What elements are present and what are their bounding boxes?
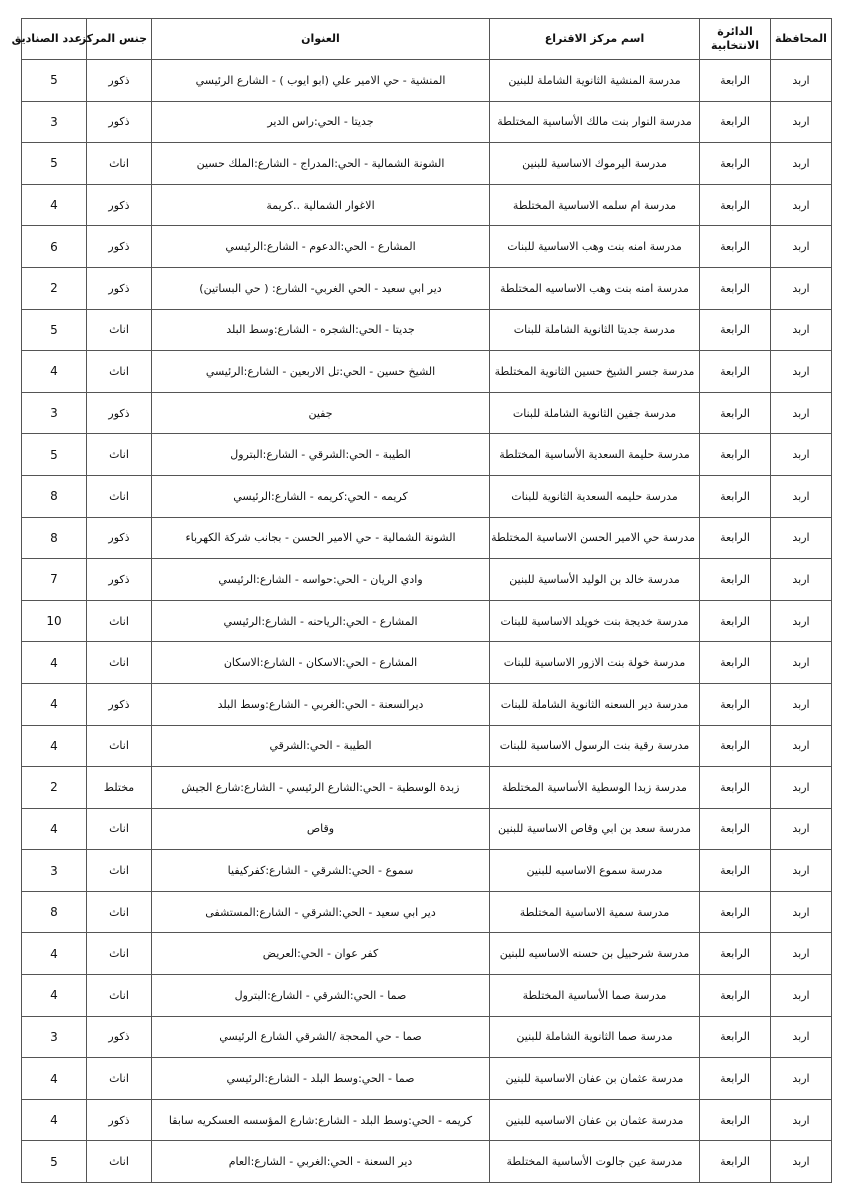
cell-boxes: 8 — [22, 891, 87, 933]
table-row — [22, 101, 832, 143]
cell-district: الرابعة — [700, 60, 771, 102]
cell-gender: اناث — [87, 309, 152, 351]
table-row — [22, 475, 832, 517]
table-row — [22, 184, 832, 226]
cell-address: صما - الحي:وسط البلد - الشارع:الرئيسي — [152, 1058, 490, 1100]
cell-address: الطيبة - الحي:الشرقي - الشارع:البترول — [152, 434, 490, 476]
cell-address: كريمه - الحي:وسط البلد - الشارع:شارع المؤسسه العسكريه سابقا — [152, 1099, 490, 1141]
cell-gender: اناث — [87, 351, 152, 393]
cell-district: الرابعة — [700, 559, 771, 601]
cell-gender: ذكور — [87, 60, 152, 102]
cell-boxes: 5 — [22, 60, 87, 102]
cell-governorate: اربد — [771, 60, 832, 102]
cell-boxes: 5 — [22, 309, 87, 351]
cell-gender: اناث — [87, 143, 152, 185]
table-row — [22, 1016, 832, 1058]
cell-boxes: 4 — [22, 808, 87, 850]
cell-governorate: اربد — [771, 933, 832, 975]
cell-district: الرابعة — [700, 600, 771, 642]
cell-governorate: اربد — [771, 975, 832, 1017]
cell-address: دير ابي سعيد - الحي:الشرقي - الشارع:المستشفى — [152, 891, 490, 933]
cell-governorate: اربد — [771, 517, 832, 559]
table-row — [22, 226, 832, 268]
cell-boxes: 4 — [22, 1099, 87, 1141]
table-row — [22, 975, 832, 1017]
table-row — [22, 143, 832, 185]
cell-center-name: مدرسة النوار بنت مالك الأساسية المختلطة — [490, 101, 700, 143]
cell-address: الشونة الشمالية - حي الامير الحسن - بجانب شركة الكهرباء — [152, 517, 490, 559]
cell-gender: اناث — [87, 475, 152, 517]
cell-governorate: اربد — [771, 1016, 832, 1058]
cell-center-name: مدرسة عين جالوت الأساسية المختلطة — [490, 1141, 700, 1183]
table-row — [22, 1058, 832, 1100]
cell-center-name: مدرسة المنشية الثانوية الشاملة للبنين — [490, 60, 700, 102]
table-row — [22, 1141, 832, 1183]
table-row — [22, 309, 832, 351]
cell-gender: ذكور — [87, 184, 152, 226]
cell-district: الرابعة — [700, 1058, 771, 1100]
cell-district: الرابعة — [700, 351, 771, 393]
cell-governorate: اربد — [771, 725, 832, 767]
cell-district: الرابعة — [700, 392, 771, 434]
cell-center-name: مدرسة ام سلمه الاساسية المختلطة — [490, 184, 700, 226]
cell-governorate: اربد — [771, 683, 832, 725]
cell-gender: اناث — [87, 434, 152, 476]
cell-center-name: مدرسة خولة بنت الازور الاساسية للبنات — [490, 642, 700, 684]
cell-center-name: مدرسة امنه بنت وهب الاساسية للبنات — [490, 226, 700, 268]
cell-district: الرابعة — [700, 1141, 771, 1183]
cell-boxes: 7 — [22, 559, 87, 601]
table-row — [22, 1099, 832, 1141]
cell-center-name: مدرسة حليمة السعدية الأساسية المختلطة — [490, 434, 700, 476]
table-row — [22, 808, 832, 850]
cell-gender: ذكور — [87, 559, 152, 601]
cell-center-name: مدرسة حي الامير الحسن الاساسية المختلطة — [490, 517, 700, 559]
cell-gender: ذكور — [87, 1099, 152, 1141]
cell-center-name: مدرسة عثمان بن عفان الاساسيه للبنين — [490, 1099, 700, 1141]
cell-boxes: 5 — [22, 143, 87, 185]
cell-district: الرابعة — [700, 434, 771, 476]
cell-gender: اناث — [87, 1058, 152, 1100]
cell-district: الرابعة — [700, 683, 771, 725]
cell-governorate: اربد — [771, 600, 832, 642]
cell-address: صما - الحي:الشرقي - الشارع:البترول — [152, 975, 490, 1017]
cell-gender: ذكور — [87, 392, 152, 434]
cell-gender: اناث — [87, 850, 152, 892]
cell-address: المشارع - الحي:الدعوم - الشارع:الرئيسي — [152, 226, 490, 268]
cell-address: كريمه - الحي:كريمه - الشارع:الرئيسي — [152, 475, 490, 517]
cell-governorate: اربد — [771, 226, 832, 268]
cell-district: الرابعة — [700, 101, 771, 143]
cell-center-name: مدرسة سمية الاساسية المختلطة — [490, 891, 700, 933]
cell-center-name: مدرسة امنه بنت وهب الاساسيه المختلطة — [490, 267, 700, 309]
cell-boxes: 4 — [22, 975, 87, 1017]
cell-governorate: اربد — [771, 351, 832, 393]
cell-boxes: 2 — [22, 767, 87, 809]
cell-boxes: 4 — [22, 642, 87, 684]
cell-gender: ذكور — [87, 517, 152, 559]
cell-gender: اناث — [87, 642, 152, 684]
cell-governorate: اربد — [771, 850, 832, 892]
cell-governorate: اربد — [771, 475, 832, 517]
table-row — [22, 683, 832, 725]
cell-center-name: مدرسة شرحبيل بن حسنه الاساسيه للبنين — [490, 933, 700, 975]
header-governorate: المحافظة — [771, 19, 832, 60]
polling-centers-table — [11, 18, 832, 1183]
cell-boxes: 3 — [22, 850, 87, 892]
cell-governorate: اربد — [771, 143, 832, 185]
cell-center-name: مدرسة خالد بن الوليد الأساسية للبنين — [490, 559, 700, 601]
cell-address: وادي الريان - الحي:حواسه - الشارع:الرئيسي — [152, 559, 490, 601]
header-center-name: اسم مركز الاقتراع — [490, 19, 700, 60]
cell-district: الرابعة — [700, 143, 771, 185]
cell-center-name: مدرسة حليمه السعدية الثانوية للبنات — [490, 475, 700, 517]
cell-governorate: اربد — [771, 642, 832, 684]
table-row — [22, 60, 832, 102]
header-gender: جنس المركز — [87, 19, 152, 60]
cell-district: الرابعة — [700, 309, 771, 351]
cell-address: الاغوار الشمالية ..كريمة — [152, 184, 490, 226]
table-row — [22, 434, 832, 476]
cell-boxes: 10 — [22, 600, 87, 642]
cell-gender: ذكور — [87, 267, 152, 309]
cell-district: الرابعة — [700, 1099, 771, 1141]
cell-district: الرابعة — [700, 1016, 771, 1058]
cell-address: المشارع - الحي:الرياحنه - الشارع:الرئيسي — [152, 600, 490, 642]
cell-boxes: 5 — [22, 434, 87, 476]
cell-gender: اناث — [87, 891, 152, 933]
cell-governorate: اربد — [771, 1141, 832, 1183]
cell-address: المشارع - الحي:الاسكان - الشارع:الاسكان — [152, 642, 490, 684]
cell-boxes: 4 — [22, 683, 87, 725]
cell-governorate: اربد — [771, 559, 832, 601]
cell-district: الرابعة — [700, 475, 771, 517]
cell-district: الرابعة — [700, 975, 771, 1017]
cell-boxes: 4 — [22, 725, 87, 767]
cell-district: الرابعة — [700, 891, 771, 933]
cell-district: الرابعة — [700, 850, 771, 892]
cell-boxes: 4 — [22, 351, 87, 393]
cell-center-name: مدرسة زبدا الوسطية الأساسية المختلطة — [490, 767, 700, 809]
cell-boxes: 8 — [22, 475, 87, 517]
cell-governorate: اربد — [771, 267, 832, 309]
table-row — [22, 850, 832, 892]
cell-district: الرابعة — [700, 767, 771, 809]
cell-district: الرابعة — [700, 725, 771, 767]
cell-gender: ذكور — [87, 683, 152, 725]
cell-gender: ذكور — [87, 101, 152, 143]
cell-boxes: 8 — [22, 517, 87, 559]
cell-address: الطيبة - الحي:الشرقي — [152, 725, 490, 767]
header-address: العنوان — [152, 19, 490, 60]
header-district: الدائرة الانتخابية — [700, 19, 771, 60]
cell-address: المنشية - حي الامير علي (ابو ايوب ) - الشارع الرئيسي — [152, 60, 490, 102]
header-boxes: عدد الصناديق — [22, 19, 87, 60]
table-row — [22, 351, 832, 393]
table-row — [22, 267, 832, 309]
cell-center-name: مدرسة سموع الاساسيه للبنين — [490, 850, 700, 892]
table-row — [22, 933, 832, 975]
cell-governorate: اربد — [771, 184, 832, 226]
cell-governorate: اربد — [771, 1099, 832, 1141]
cell-boxes: 3 — [22, 101, 87, 143]
cell-gender: اناث — [87, 600, 152, 642]
table-row — [22, 642, 832, 684]
table-row — [22, 600, 832, 642]
cell-governorate: اربد — [771, 891, 832, 933]
cell-governorate: اربد — [771, 808, 832, 850]
cell-governorate: اربد — [771, 1058, 832, 1100]
cell-address: جفين — [152, 392, 490, 434]
cell-boxes: 4 — [22, 1058, 87, 1100]
cell-center-name: مدرسة صما الثانوية الشاملة للبنين — [490, 1016, 700, 1058]
cell-boxes: 3 — [22, 392, 87, 434]
cell-center-name: مدرسة جديتا الثانوية الشاملة للبنات — [490, 309, 700, 351]
cell-address: صما - حي المحجة /الشرقي الشارع الرئيسي — [152, 1016, 490, 1058]
cell-address: كفر عوان - الحي:العريض — [152, 933, 490, 975]
cell-address: الشونة الشمالية - الحي:المدراج - الشارع:الملك حسين — [152, 143, 490, 185]
cell-center-name: مدرسة دير السعنه الثانوية الشاملة للبنات — [490, 683, 700, 725]
table-row — [22, 767, 832, 809]
cell-boxes: 5 — [22, 1141, 87, 1183]
table-row — [22, 559, 832, 601]
cell-boxes: 6 — [22, 226, 87, 268]
cell-district: الرابعة — [700, 642, 771, 684]
cell-center-name: مدرسة جسر الشيخ حسين الثانوية المختلطة — [490, 351, 700, 393]
table-row — [22, 891, 832, 933]
table-row — [22, 392, 832, 434]
cell-center-name: مدرسة صما الأساسية المختلطة — [490, 975, 700, 1017]
cell-district: الرابعة — [700, 808, 771, 850]
cell-center-name: مدرسة خديجة بنت خويلد الاساسية للبنات — [490, 600, 700, 642]
cell-address: زبدة الوسطية - الحي:الشارع الرئيسي - الشارع:شارع الجيش — [152, 767, 490, 809]
cell-address: جديتا - الحي:راس الدير — [152, 101, 490, 143]
table-row — [22, 517, 832, 559]
cell-gender: اناث — [87, 725, 152, 767]
cell-governorate: اربد — [771, 309, 832, 351]
cell-center-name: مدرسة سعد بن ابي وقاص الاساسية للبنين — [490, 808, 700, 850]
cell-district: الرابعة — [700, 184, 771, 226]
cell-center-name: مدرسة اليرموك الاساسية للبنين — [490, 143, 700, 185]
cell-boxes: 3 — [22, 1016, 87, 1058]
cell-address: سموع - الحي:الشرقي - الشارع:كفركيفيا — [152, 850, 490, 892]
cell-center-name: مدرسة جفين الثانوية الشاملة للبنات — [490, 392, 700, 434]
cell-district: الرابعة — [700, 517, 771, 559]
cell-gender: اناث — [87, 933, 152, 975]
cell-address: دير ابي سعيد - الحي الغربي- الشارع: ( حي البساتين) — [152, 267, 490, 309]
table-header-row — [22, 19, 832, 60]
cell-district: الرابعة — [700, 226, 771, 268]
cell-address: ديرالسعنة - الحي:الغربي - الشارع:وسط البلد — [152, 683, 490, 725]
cell-address: دير السعنة - الحي:الغربي - الشارع:العام — [152, 1141, 490, 1183]
cell-governorate: اربد — [771, 767, 832, 809]
cell-boxes: 4 — [22, 933, 87, 975]
cell-gender: مختلط — [87, 767, 152, 809]
cell-gender: ذكور — [87, 226, 152, 268]
cell-governorate: اربد — [771, 101, 832, 143]
cell-gender: اناث — [87, 808, 152, 850]
table-body — [22, 60, 832, 1183]
cell-governorate: اربد — [771, 434, 832, 476]
table-row — [22, 725, 832, 767]
cell-address: وقاص — [152, 808, 490, 850]
cell-center-name: مدرسة رقية بنت الرسول الاساسية للبنات — [490, 725, 700, 767]
cell-center-name: مدرسة عثمان بن عفان الاساسية للبنين — [490, 1058, 700, 1100]
cell-gender: ذكور — [87, 1016, 152, 1058]
cell-district: الرابعة — [700, 267, 771, 309]
cell-governorate: اربد — [771, 392, 832, 434]
cell-address: جديتا - الحي:الشجره - الشارع:وسط البلد — [152, 309, 490, 351]
cell-gender: اناث — [87, 1141, 152, 1183]
cell-address: الشيخ حسين - الحي:تل الاربعين - الشارع:الرئيسي — [152, 351, 490, 393]
cell-boxes: 4 — [22, 184, 87, 226]
cell-gender: اناث — [87, 975, 152, 1017]
cell-boxes: 2 — [22, 267, 87, 309]
cell-district: الرابعة — [700, 933, 771, 975]
